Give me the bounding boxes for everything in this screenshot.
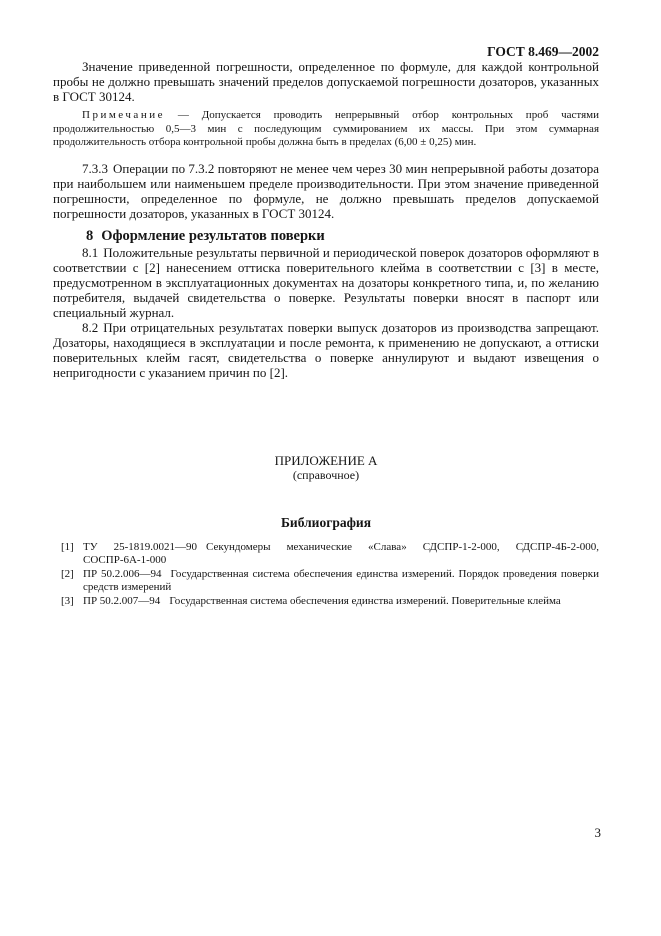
note-label: Примечание [82, 109, 165, 121]
bibliography-entry [53, 595, 599, 609]
page-content [53, 0, 599, 608]
page-number: 3 [594, 825, 601, 840]
bibliography-entry [53, 568, 599, 595]
bibliography-entry-code: ПР 50.2.006—94 [83, 567, 162, 580]
paragraph-intro: Значение приведенной погрешности, определенное по формуле, для каждой контрольной пробы не должно превышать значений пределов допускаемой погрешности дозаторов, указанных в ГОСТ 30124. [53, 59, 599, 104]
paragraph-number: 7.3.3 [82, 160, 108, 176]
bibliography-entry-code: ПР 50.2.007—94 [83, 594, 161, 607]
standard-designation: ГОСТ 8.469—2002 [487, 44, 599, 59]
paragraph-text: При отрицательных результатах поверки выпуск дозаторов из производства запрещают. Дозаторы, находящиеся в эксплуатации и после ремонта, к применению не допускают, а оттиски поверительных клейм гасят, свидетельства о поверке аннулируют и выдают извещения о непригодности с указанием причин по [2]. [53, 319, 599, 380]
bibliography-entry [53, 541, 599, 568]
bibliography-entry-marker: [3] [61, 594, 74, 607]
section-title: Оформление результатов поверки [101, 227, 325, 244]
appendix-a [53, 453, 599, 482]
bibliography-entry-code: ТУ 25-1819.0021—90 [83, 540, 197, 553]
bibliography-entry-title: Секундомеры механические «Слава» СДСПР-1-2-000, СДСПР-4Б-2-000, СОСПР-6А-1-000 [83, 540, 599, 566]
paragraph-8-1 [53, 245, 599, 320]
appendix-title: ПРИЛОЖЕНИЕ А [274, 452, 378, 468]
bibliography-entry-title: Государственная система обеспечения единства измерений. Порядок проведения поверки средств измерений [83, 567, 600, 593]
bibliography-entry-title: Государственная система обеспечения единства измерений. Поверительные клейма [169, 594, 561, 607]
appendix-subtitle: (справочное) [292, 467, 360, 482]
note-paragraph [53, 109, 599, 150]
paragraph-number: 8.2 [82, 319, 99, 335]
bibliography-entry-marker: [1] [61, 540, 74, 553]
section-number: 8 [86, 227, 94, 244]
section-8-heading [86, 228, 599, 245]
bibliography-list [53, 541, 599, 609]
note-text: — Допускается проводить непрерывный отбор контрольных проб частями продолжительностью 0,5—3 мин с последующим суммированием их массы. При этом суммарная продолжительность отбора контрольной пробы должна быть в пределах (6,00 ± 0,25) мин. [53, 109, 600, 148]
paragraph-number: 8.1 [82, 244, 99, 260]
paragraph-text: Операции по 7.3.2 повторяют не менее чем через 30 мин непрерывной работы дозатора при наибольшем или наименьшем пределе производительности. При этом значение приведенной погрешности, определенное по формуле, не должно превышать пределов допускаемой погрешности дозаторов, указанных в ГОСТ 30124. [53, 160, 599, 221]
paragraph-7-3-3 [53, 161, 599, 221]
bibliography-entry-marker: [2] [61, 567, 74, 580]
paragraph-8-2 [53, 320, 599, 380]
paragraph-text: Положительные результаты первичной и периодической поверок дозаторов оформляют в соответствии с [2] нанесением оттиска поверительного клейма в соответствии с [3] в месте, предусмотренном в эксплуатационных документах на дозаторы конкретного типа, и, по желанию потребителя, выдачей свидетельства о поверке. Результаты поверки вносят в паспорт или специальный журнал. [53, 244, 599, 320]
bibliography-heading: Библиография [280, 514, 372, 530]
